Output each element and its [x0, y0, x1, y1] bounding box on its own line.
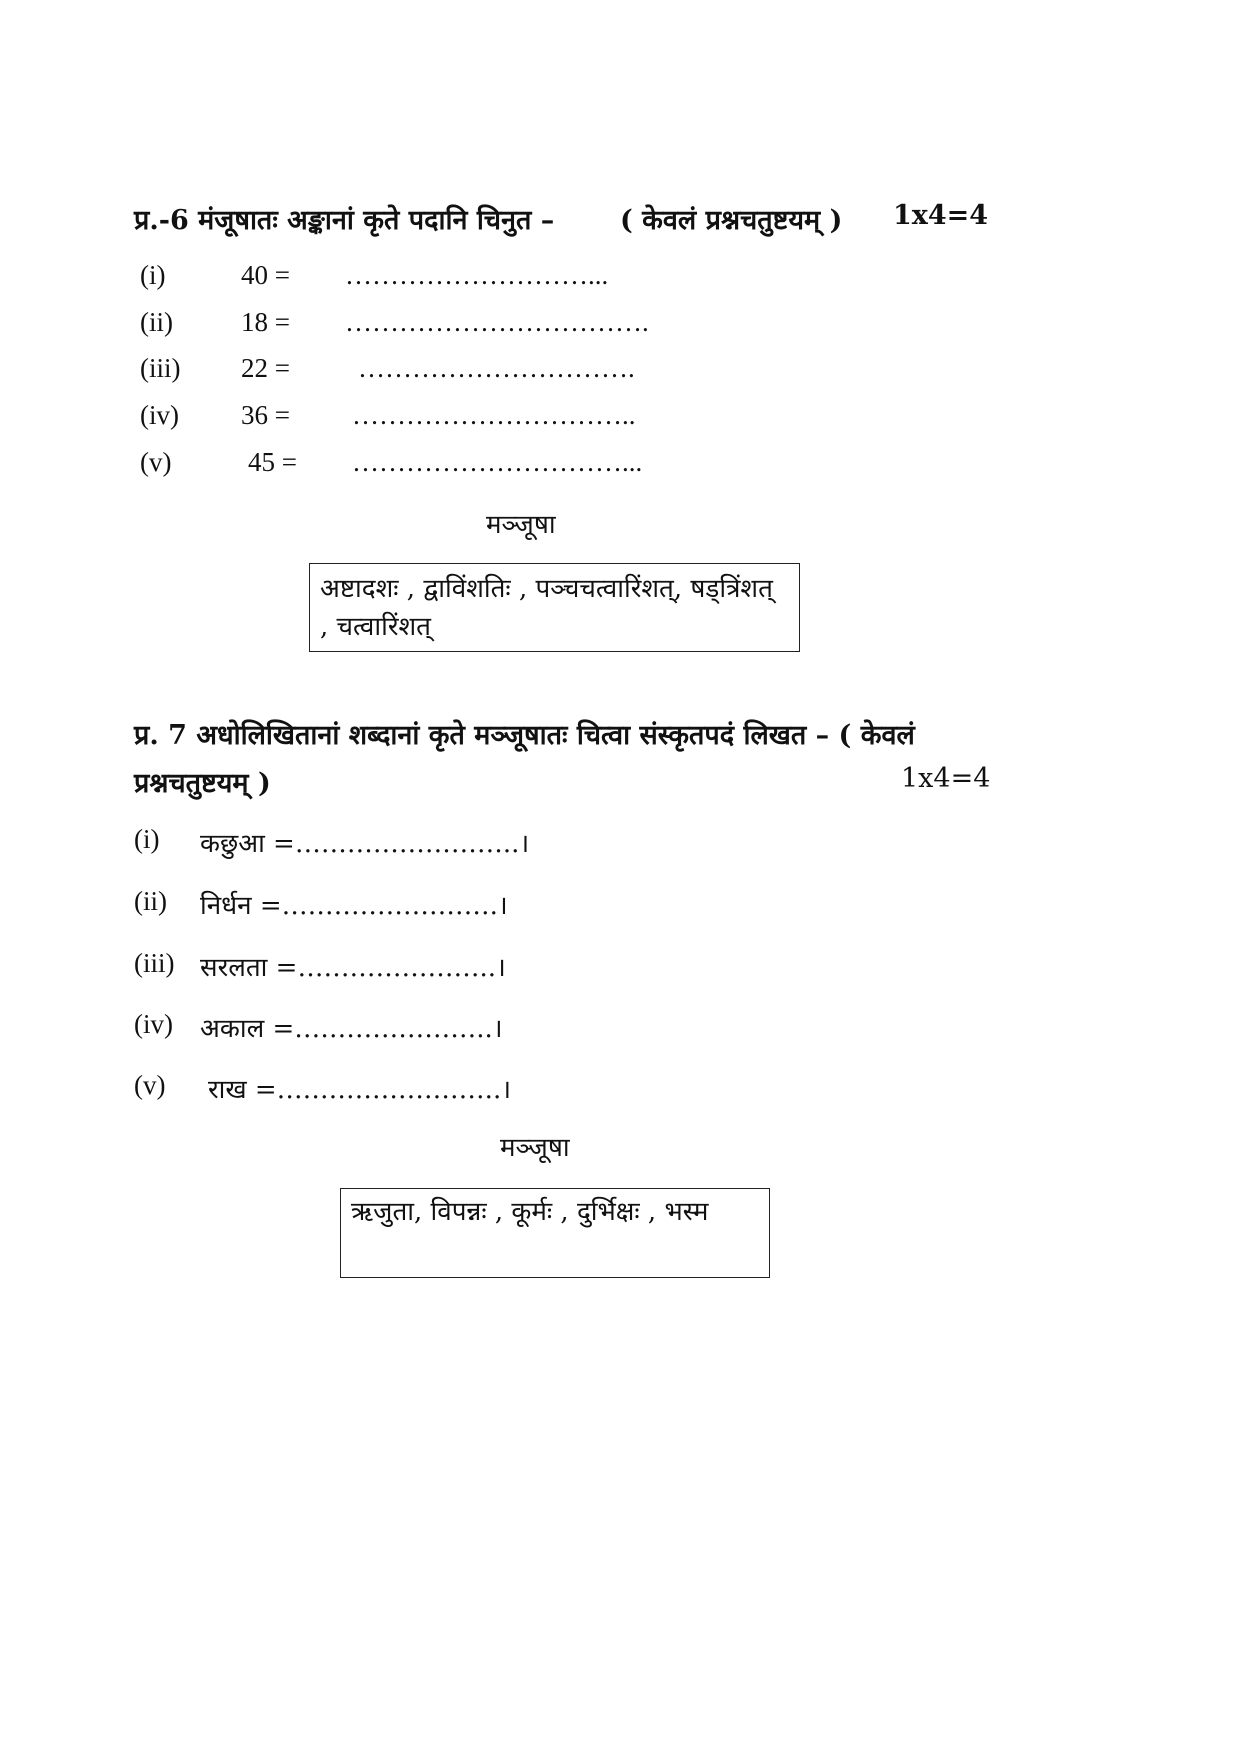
q6-item-blank[interactable]: …………………………….	[345, 307, 649, 337]
q6-item-blank[interactable]: …………………………..	[352, 400, 636, 430]
q7-item-label: (ii)	[134, 886, 167, 916]
q7-item-word[interactable]: सरलता =…………………..।	[200, 953, 506, 983]
q6-item-label: (i)	[140, 260, 166, 290]
q6-item-blank[interactable]: ………………………….	[358, 353, 635, 383]
q7-heading: प्र. 7 अधोलिखितानां शब्दानां कृते मञ्जूषातः चित्वा संस्कृतपदं लिखत – ( केवलं	[134, 720, 915, 751]
q7-marks: 1x4=4	[901, 763, 991, 794]
q6-heading: प्र.-6 मंजूषातः अङ्कानां कृते पदानि चिनुत –	[134, 205, 555, 236]
q6-item-value: 45 =	[248, 447, 297, 477]
q6-marks: 1x4=4	[893, 200, 989, 231]
q7-item-word[interactable]: अकाल =…………………..।	[200, 1014, 503, 1044]
q7-item-word[interactable]: कछुआ =……………………..।	[200, 829, 530, 859]
q6-note: ( केवलं प्रश्नचतुष्टयम् )	[620, 205, 843, 236]
q6-box-line: अष्टादशः , द्वाविंशतिः , पञ्चचत्वारिंशत्, षड्त्रिंशत्	[320, 574, 773, 604]
q7-item-label: (i)	[134, 824, 160, 854]
q6-item-value: 40 =	[241, 260, 290, 290]
q7-heading-cont: प्रश्नचतुष्टयम् )	[134, 768, 271, 799]
q6-item-value: 36 =	[241, 400, 290, 430]
q7-box-title: मञ्जूषा	[500, 1133, 570, 1163]
q6-item-label: (iv)	[140, 400, 179, 430]
q6-item-blank[interactable]: ………………………...	[345, 260, 609, 290]
q6-item-label: (iii)	[140, 353, 181, 383]
q6-item-label: (ii)	[140, 307, 173, 337]
q6-box-line: , चत्वारिंशत्	[320, 612, 431, 642]
q6-item-blank[interactable]: …………………………...	[352, 447, 643, 477]
q7-item-label: (v)	[134, 1070, 166, 1100]
q7-item-word[interactable]: राख =……………………..।	[208, 1075, 512, 1105]
q7-box-line: ऋजुता, विपन्नः , कूर्मः , दुर्भिक्षः , भस्म	[351, 1197, 709, 1227]
q7-item-label: (iv)	[134, 1009, 173, 1039]
q6-item-label: (v)	[140, 447, 172, 477]
q7-word-box	[340, 1188, 770, 1278]
q7-item-word[interactable]: निर्धन =…………………….।	[200, 891, 508, 921]
q6-word-box	[309, 563, 800, 652]
q6-item-value: 18 =	[241, 307, 290, 337]
q7-item-label: (iii)	[134, 948, 175, 978]
q6-item-value: 22 =	[241, 353, 290, 383]
q6-box-title: मञ्जूषा	[486, 510, 556, 540]
